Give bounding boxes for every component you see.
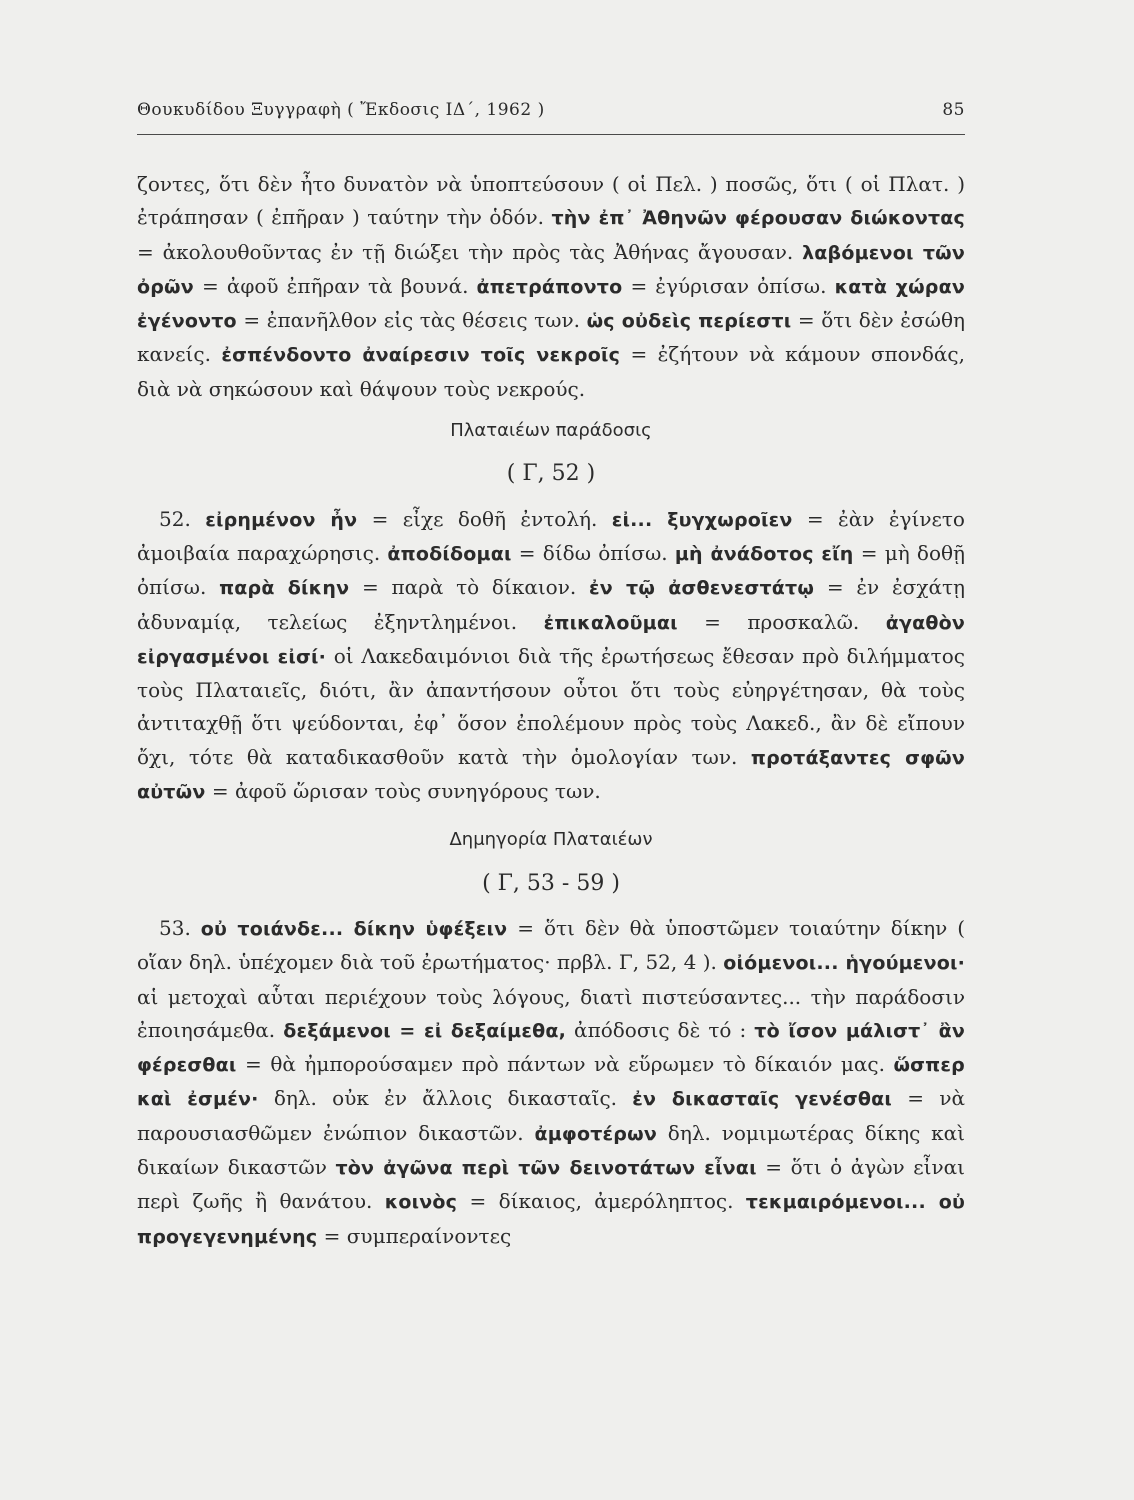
running-header — [137, 100, 965, 126]
lemma: εἰ... ξυγχωροῖεν — [611, 508, 793, 531]
lemma: παρὰ δίκην — [219, 577, 350, 600]
lemma: προτάξαντες σφῶν αὐτῶν — [137, 746, 965, 804]
lemma: εἰρημένον ἦν — [205, 508, 358, 531]
page-number: 85 — [942, 100, 965, 120]
lemma: μὴ ἀνάδοτος εἴη — [674, 542, 854, 565]
section-reference: ( Γ, 52 ) — [506, 461, 596, 487]
page-body — [137, 168, 965, 1254]
lemma: δεξάμενοι = εἰ δεξαίμεθα, — [283, 1019, 567, 1042]
lemma: τὸν ἀγῶνα περὶ τῶν δεινοτάτων εἶναι — [335, 1157, 757, 1180]
lemma: τὸ ἴσον μάλιστ᾽ ἂν φέρεσθαι — [137, 1019, 965, 1077]
lemma: ὡς οὐδεὶς περίεστι — [586, 310, 792, 333]
lemma: ἀμφοτέρων — [534, 1122, 657, 1145]
book-title: Θουκυδίδου Ξυγγραφὴ ( Ἔκδοσις ΙΔ΄, 1962 ) — [137, 100, 545, 120]
lemma: ἀποδίδομαι — [387, 542, 512, 565]
lemma: οὐ τοιάνδε... δίκην ὑφέξειν — [200, 917, 508, 940]
section-subtitle: Δημηγορία Πλαταιέων — [449, 829, 653, 851]
lemma: ἀγαθὸν εἰργασμένοι εἰσί· — [137, 611, 966, 668]
commentary-paragraph-52: 52. εἰρημένον ἦν = εἶχε δοθῆ ἐντολή. εἰ... ξυγχωροῖεν = ἐὰν ἐγίνετο ἀμοιβαία παραχώρησις. ἀποδίδομαι = δίδω ὀπίσω. μὴ ἀνάδοτος εἴη = μὴ δοθῇ ὀπίσω. παρὰ δίκην = παρὰ τὸ δίκαιον. ἐν τῷ ἀσθενεστάτῳ = ἐν ἐσχάτῃ ἀδυναμίᾳ, τελείως ἐξηντλημένοι. ἐπικαλοῦμαι = προσκαλῶ. ἀγαθὸν εἰργασμένοι εἰσί· οἱ Λακεδαιμόνιοι διὰ τῆς ἐρωτήσεως ἔθεσαν πρὸ διλήμματος τοὺς Πλαταιεῖς, διότι, ἂν ἀπαντήσουν οὗτοι ὅτι τοὺς εὐηργέτησαν, θὰ τοὺς ἀντιταχθῇ ὅτι ψεύδονται, ἐφ᾽ ὅσον ἐπολέμουν πρὸς τοὺς Λακεδ., ἂν δὲ εἴπουν ὄχι, τότε θὰ καταδικασθοῦν κατὰ τὴν ὁμολογίαν των. προτάξαντες σφῶν αὐτῶν = ἀφοῦ ὥρισαν τοὺς συνηγόρους των. — [137, 506, 966, 804]
lemma: κοινὸς — [384, 1191, 458, 1214]
lemma: κατὰ χώραν ἐγένοντο — [137, 275, 965, 333]
lemma: ὥσπερ καὶ ἐσμέν· — [137, 1054, 965, 1111]
lemma: τὴν ἐπ᾽ Ἀθηνῶν φέρουσαν διώκοντας — [551, 207, 966, 230]
lemma: λαβόμενοι τῶν ὀρῶν — [137, 241, 965, 298]
commentary-paragraph-53: 53. οὐ τοιάνδε... δίκην ὑφέξειν = ὅτι δὲν θὰ ὑποστῶμεν τοιαύτην δίκην ( οἵαν δηλ. ὑπέχομεν διὰ τοῦ ἐρωτήματος· πρβλ. Γ, 52, 4 ). οἰόμενοι... ἡγούμενοι· αἱ μετοχαὶ αὗται περιέχουν τοὺς λόγους, διατὶ πιστεύσαντες... τὴν παράδοσιν ἐποιησάμεθα. δεξάμενοι = εἰ δεξαίμεθα, ἀπόδοσις δὲ τό : τὸ ἴσον μάλιστ᾽ ἂν φέρεσθαι = θὰ ἠμπορούσαμεν πρὸ πάντων νὰ εὕρωμεν τὸ δίκαιόν μας. ὥσπερ καὶ ἐσμέν· δηλ. οὐκ ἐν ἄλλοις δικασταῖς. ἐν δικασταῖς γενέσθαι = νὰ παρουσιασθῶμεν ἐνώπιον δικαστῶν. ἀμφοτέρων δηλ. νομιμωτέρας δίκης καὶ δικαίων δικαστῶν τὸν ἀγῶνα περὶ τῶν δεινοτάτων εἶναι = ὅτι ὁ ἀγὼν εἶναι περὶ ζωῆς ἢ θανάτου. κοινὸς = δίκαιος, ἀμερόληπτος. τεκμαιρόμενοι... οὐ προγεγενημένης = συμπεραίνοντες — [137, 915, 966, 1248]
lemma: οἰόμενοι... ἡγούμενοι· — [723, 952, 965, 975]
section-reference: ( Γ, 53 - 59 ) — [482, 870, 620, 896]
lemma: ἐπικαλοῦμαι — [543, 611, 678, 634]
lemma: ἐσπένδοντο ἀναίρεσιν τοῖς νεκροῖς — [221, 344, 621, 367]
lemma: ἐν τῷ ἀσθενεστάτῳ — [588, 577, 815, 600]
header-rule — [137, 134, 965, 135]
section-subtitle: Πλαταιέων παράδοσις — [450, 420, 652, 442]
lemma: ἐν δικασταῖς γενέσθαι — [632, 1088, 893, 1111]
section-number: 52. — [159, 506, 206, 531]
commentary-paragraph-1: ζοντες, ὅτι δὲν ἦτο δυνατὸν νὰ ὑποπτεύσουν ( οἱ Πελ. ) ποσῶς, ὅτι ( οἱ Πλατ. ) ἐτράπησαν ( ἐπῆραν ) ταύτην τὴν ὁδόν. τὴν ἐπ᾽ Ἀθηνῶν φέρουσαν διώκοντας = ἀκολουθοῦντας ἐν τῇ διώξει τὴν πρὸς τὰς Ἀθήνας ἄγουσαν. λαβόμενοι τῶν ὀρῶν = ἀφοῦ ἐπῆραν τὰ βουνά. ἀπετράποντο = ἐγύρισαν ὀπίσω. κατὰ χώραν ἐγένοντο = ἐπανῆλθον εἰς τὰς θέσεις των. ὡς οὐδεὶς περίεστι = ὅτι δὲν ἐσώθη κανείς. ἐσπένδοντο ἀναίρεσιν τοῖς νεκροῖς = ἐζήτουν νὰ κάμουν σπονδάς, διὰ νὰ σηκώσουν καὶ θάψουν τοὺς νεκρούς. — [137, 172, 966, 401]
lemma: ἀπετράποντο — [476, 275, 623, 298]
section-number: 53. — [159, 915, 201, 940]
lemma: τεκμαιρόμενοι... οὐ προγεγενημένης — [137, 1191, 965, 1248]
